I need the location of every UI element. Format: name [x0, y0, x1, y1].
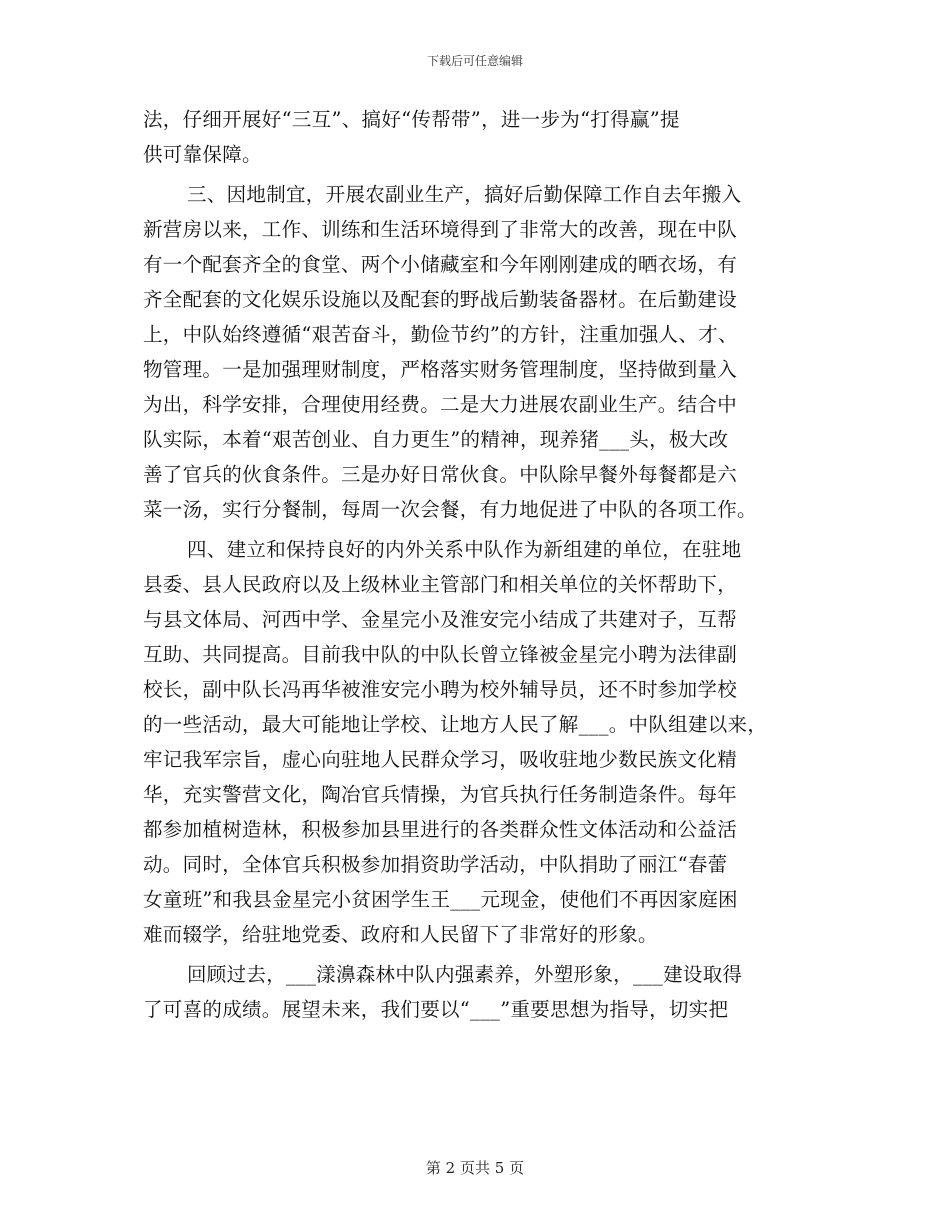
text-line: 法，仔细开展好“三互”、搞好“传帮带”，进一步为“打得赢”提 — [143, 108, 680, 131]
document-body — [143, 102, 823, 1027]
text-line: 动。同时，全体官兵积极参加捐资助学活动，中队捐助了丽江“春蕾 — [143, 853, 728, 876]
text-line: 与县文体局、河西中学、金星完小及淮安完小结成了共建对子，互帮 — [143, 608, 738, 631]
text-line: 女童班”和我县金星完小贫困学生王___元现金，使他们不再因家庭困 — [143, 888, 738, 911]
text-line: 牢记我军宗旨，虚心向驻地人民群众学习，吸收驻地少数民族文化精 — [143, 748, 738, 771]
text-line: 新营房以来，工作、训练和生活环境得到了非常大的改善，现在中队 — [143, 218, 738, 241]
text-line: 了可喜的成绩。展望未来，我们要以“___”重要思想为指导，切实把 — [143, 998, 729, 1021]
text-line: 都参加植树造林，积极参加县里进行的各类群众性文体活动和公益活 — [143, 818, 738, 841]
text-line: 供可靠保障。 — [143, 143, 262, 166]
text-line: 队实际，本着“艰苦创业、自力更生”的精神，现养猪___头，极大改 — [143, 428, 729, 451]
text-line: 县委、县人民政府以及上级林业主管部门和相关单位的关怀帮助下， — [143, 573, 738, 596]
text-line: 菜一汤，实行分餐制，每周一次会餐，有力地促进了中队的各项工作。 — [143, 498, 757, 521]
text-line: 为出，科学安排，合理使用经费。二是大力进展农副业生产。结合中 — [143, 393, 738, 416]
text-line: 有一个配套齐全的食堂、两个小储藏室和今年刚刚建成的晒衣场，有 — [143, 253, 738, 276]
text-line: 难而辍学，给驻地党委、政府和人民留下了非常好的形象。 — [143, 923, 658, 946]
text-line: 齐全配套的文化娱乐设施以及配套的野战后勤装备器材。在后勤建设 — [143, 288, 738, 311]
paragraph-first-line: 四、建立和保持良好的内外关系中队作为新组建的单位，在驻地 — [187, 538, 742, 561]
text-line: 上，中队始终遵循“艰苦奋斗，勤俭节约”的方针，注重加强人、才、 — [143, 323, 738, 346]
text-line: 善了官兵的伙食条件。三是办好日常伙食。中队除早餐外每餐都是六 — [143, 463, 738, 486]
paragraph-first-line: 三、因地制宜，开展农副业生产，搞好后勤保障工作自去年搬入 — [187, 183, 742, 206]
paragraph-first-line: 回顾过去，___漾濞森林中队内强素养，外塑形象，___建设取得 — [187, 963, 743, 986]
text-line: 校长，副中队长冯再华被淮安完小聘为校外辅导员，还不时参加学校 — [143, 678, 738, 701]
page-number: 第 2 页共 5 页 — [425, 1159, 525, 1177]
text-line: 华，充实警营文化，陶冶官兵情操，为官兵执行任务制造条件。每年 — [143, 783, 738, 806]
text-line: 的一些活动，最大可能地让学校、让地方人民了解___。中队组建以来， — [143, 713, 768, 736]
page-header: 下载后可任意编辑 — [426, 54, 523, 68]
text-line: 物管理。一是加强理财制度，严格落实财务管理制度，坚持做到量入 — [143, 358, 738, 381]
text-line: 互助、共同提高。目前我中队的中队长曾立锋被金星完小聘为法律副 — [143, 643, 738, 666]
